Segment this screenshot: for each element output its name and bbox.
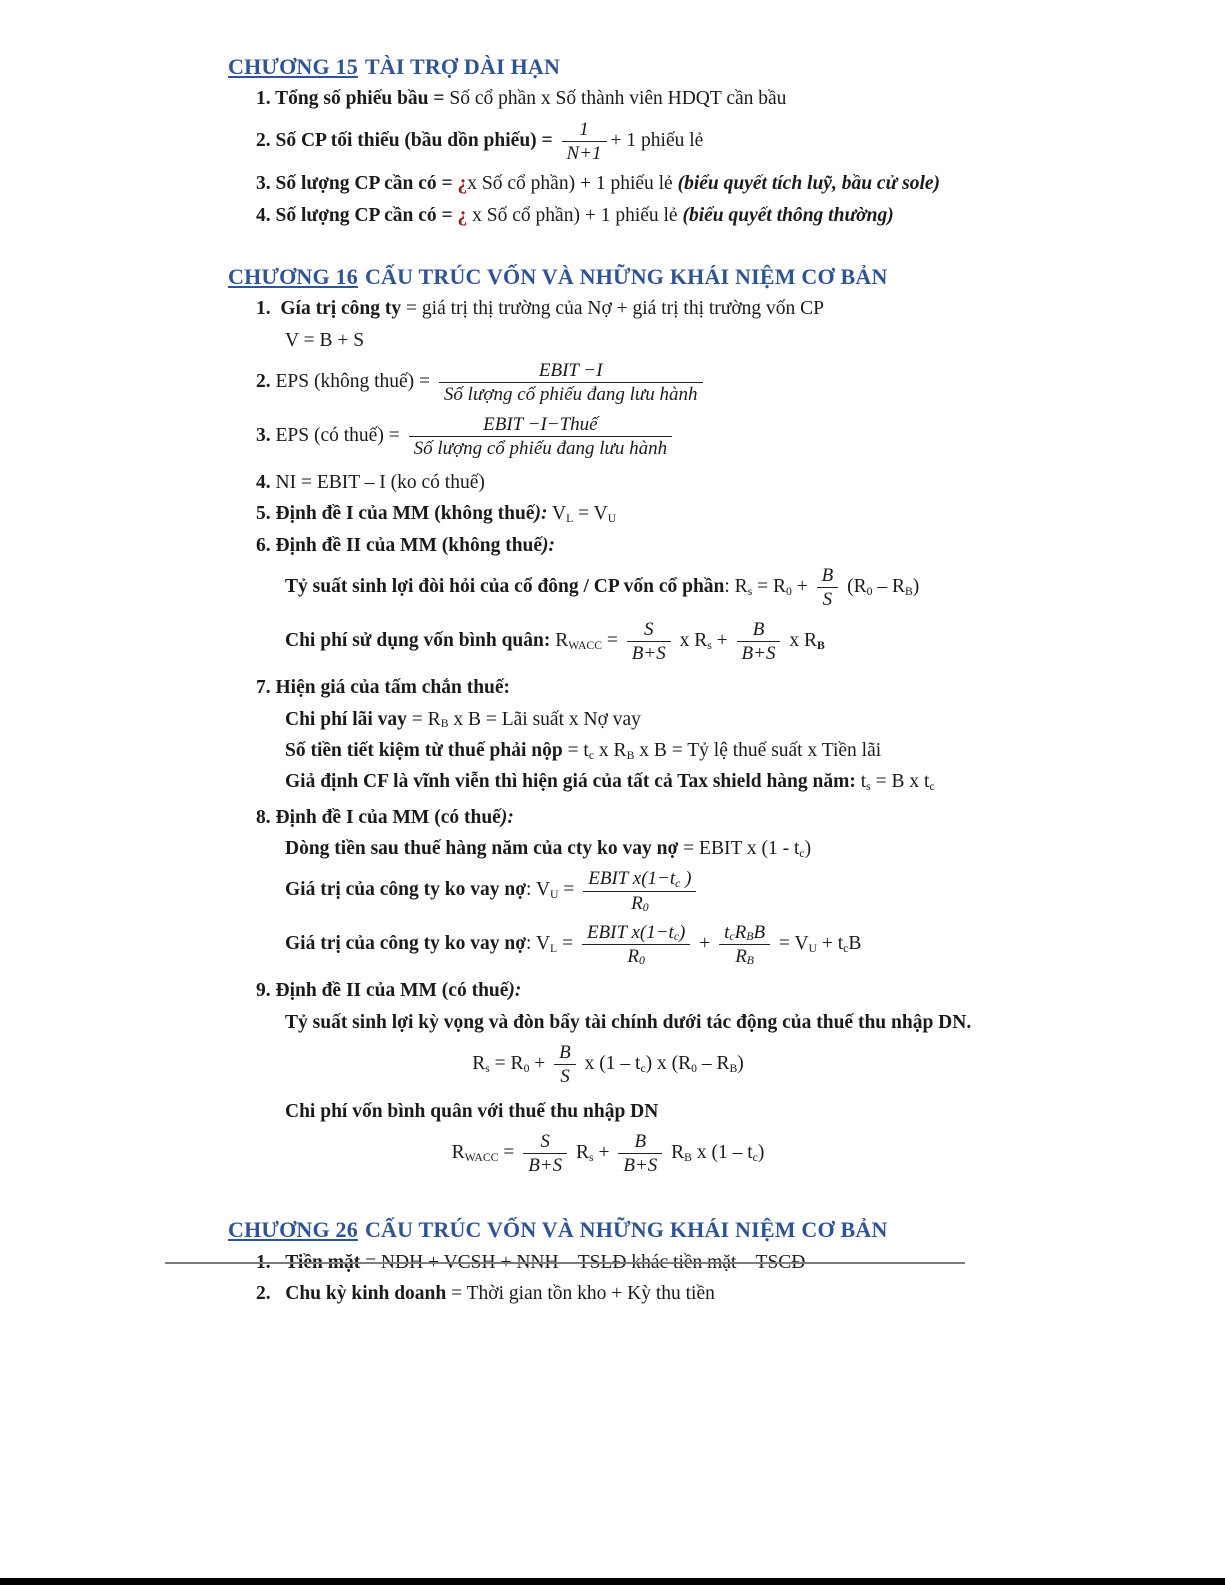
text-run: Số tiền tiết kiệm từ thuế phải nộp <box>285 739 563 761</box>
text-run: x R <box>784 629 817 651</box>
fraction-numerator <box>439 360 703 383</box>
text-run: B <box>817 638 825 652</box>
text-run: 2. <box>256 371 271 393</box>
text-run: N+1 <box>566 143 602 164</box>
text-run: Giá trị của công ty ko vay nợ <box>285 879 527 901</box>
text-run: 2. Số CP tối thiểu (bầu dồn phiếu) = <box>256 129 558 151</box>
fraction-denominator <box>737 642 781 664</box>
text-run: c <box>752 1151 758 1165</box>
ch16-item-8 <box>256 805 1048 830</box>
fraction-denominator <box>618 1154 662 1176</box>
text-run: 0 <box>691 1062 697 1076</box>
text-run: B+S <box>623 1155 658 1177</box>
fraction-numerator <box>523 1131 567 1154</box>
text-run: ) <box>680 868 692 890</box>
text-run: s <box>485 1062 490 1076</box>
text-run: R <box>631 892 643 914</box>
text-run: s <box>589 1151 594 1165</box>
text-run: 1. <box>256 1251 271 1273</box>
fraction-denominator <box>523 1154 567 1176</box>
text-run: s <box>866 780 871 794</box>
text-run: x B = Lãi suất x Nợ vay <box>448 708 641 730</box>
fraction <box>582 922 690 968</box>
text-run: x (1 – t <box>691 1142 753 1164</box>
text-run: 1. <box>256 298 271 320</box>
text-run: EBIT −I−Thuế <box>483 413 598 435</box>
fraction <box>627 619 671 665</box>
chapter-15-section <box>228 54 1048 228</box>
text-run: + <box>694 933 716 955</box>
text-run: Gía trị công ty <box>280 298 402 320</box>
fraction <box>562 119 607 165</box>
text-run: ) <box>737 1053 744 1075</box>
ch15-item-3 <box>256 171 1048 196</box>
text-run: + <box>529 1053 551 1075</box>
text-run: Giá trị của công ty ko vay nợ <box>285 933 527 955</box>
text-run: U <box>550 888 559 902</box>
text-run: B <box>753 921 766 943</box>
text-run: Chu kỳ kinh doanh <box>285 1283 447 1305</box>
fraction <box>719 922 770 968</box>
chapter-26-title: CẤU TRÚC VỐN VÀ NHỮNG KHÁI NIỆM CƠ BẢN <box>364 1217 888 1243</box>
text-run: L <box>566 512 574 526</box>
text-run: EBIT x(1−t <box>588 868 676 890</box>
text-run: B <box>626 748 635 762</box>
ch16-item-9-rs-formula <box>228 1041 988 1089</box>
text-run: 3. <box>256 424 271 446</box>
text-run: + 1 phiếu lẻ <box>610 129 704 151</box>
text-run: ): <box>508 980 522 1002</box>
text-run: WACC <box>464 1151 499 1165</box>
text-run: B <box>821 565 834 587</box>
fraction <box>618 1131 662 1177</box>
fraction-numerator <box>582 922 690 945</box>
text-run: Chi phí lãi vay <box>285 708 407 730</box>
text-run: B <box>634 1130 647 1152</box>
fraction <box>583 868 696 914</box>
text-run: 2. <box>256 1283 271 1305</box>
text-run: = <box>602 629 623 651</box>
text-run: = giá trị thị trường của Nợ + giá trị thị trường vốn CP <box>401 298 825 320</box>
chapter-15-heading <box>228 54 1048 80</box>
text-run: x R <box>674 629 708 651</box>
fraction-denominator <box>562 142 607 164</box>
text-run: S <box>540 1130 550 1152</box>
text-run: NI = EBIT – I (ko có thuế) <box>270 472 485 494</box>
text-run: = Thời gian tồn kho + Kỳ thu tiền <box>446 1283 715 1305</box>
fraction <box>554 1042 576 1088</box>
text-run: ): <box>534 503 548 525</box>
fraction-numerator <box>554 1042 576 1065</box>
fraction-denominator <box>582 945 690 967</box>
fraction-denominator <box>439 383 703 405</box>
ch16-item-7-tax-shield <box>285 769 1048 794</box>
text-run: EBIT −I <box>538 360 603 382</box>
document-content <box>228 54 1048 1306</box>
text-run: R <box>735 946 747 968</box>
text-run: 6. Định đề II của MM (không thuế <box>256 534 543 556</box>
text-run: = NDH + VCSH + NNH – TSLĐ khác tiền mặt – TSCĐ <box>360 1251 806 1273</box>
fraction <box>737 619 781 665</box>
chapter-26-heading <box>228 1217 1048 1243</box>
text-run: V = B + S <box>285 329 365 351</box>
text-run <box>271 1283 286 1304</box>
fraction <box>817 565 839 611</box>
text-run: Tỷ suất sinh lợi đòi hỏi của cổ đông / CP vốn cổ phần <box>285 576 725 598</box>
text-run: = EBIT x (1 - t <box>678 837 800 859</box>
text-run: (biểu quyết thông thường) <box>682 204 894 226</box>
chapter-16-section <box>228 264 1048 1177</box>
text-run: U <box>808 941 817 955</box>
ch16-item-1 <box>256 296 1048 321</box>
ch15-item-4 <box>256 203 1048 228</box>
fraction-denominator <box>583 892 696 914</box>
text-run: c <box>673 930 680 944</box>
fraction-denominator <box>409 437 673 459</box>
text-run: R <box>472 1053 486 1075</box>
text-run: WACC <box>568 638 603 652</box>
text-run: : V <box>526 879 551 901</box>
fraction-denominator <box>719 945 770 967</box>
fraction-denominator <box>554 1065 576 1087</box>
text-run: 1. Tổng số phiếu bầu = <box>256 88 450 110</box>
text-run: = V <box>573 503 608 525</box>
text-run: – R <box>872 576 905 598</box>
text-run: B+S <box>741 642 776 664</box>
text-run: R <box>734 921 747 943</box>
text-run: B <box>729 1062 738 1076</box>
text-run: = <box>498 1142 520 1164</box>
text-run: = B x t <box>870 771 930 793</box>
fraction <box>523 1131 567 1177</box>
ch16-item-8-aftertax-cashflow <box>285 836 1048 861</box>
text-run: – R <box>696 1053 730 1075</box>
fraction-numerator <box>627 619 671 642</box>
text-run: Chi phí vốn bình quân với thuế thu nhập DN <box>285 1100 659 1122</box>
text-run: t <box>855 771 867 793</box>
fraction-denominator <box>627 642 671 664</box>
fraction-numerator <box>583 868 696 891</box>
text-run: x R <box>594 739 627 761</box>
text-run: : R <box>724 576 748 598</box>
ch16-item-1-formula <box>285 328 1048 353</box>
text-run: 7. Hiện giá của tấm chắn thuế: <box>256 677 511 699</box>
ch15-item-1 <box>256 86 1048 111</box>
text-run: x Số cổ phần) + 1 phiếu lẻ <box>472 204 683 226</box>
text-run: s <box>707 638 712 652</box>
ch16-item-6-required-return <box>285 564 1048 612</box>
text-run: ): <box>500 806 514 828</box>
text-run: V <box>547 503 567 525</box>
text-run: B <box>746 954 754 968</box>
text-run: ) <box>804 837 812 859</box>
text-run: c <box>929 780 935 794</box>
fraction <box>439 360 703 406</box>
text-run: 0 <box>642 900 649 914</box>
ch16-item-4 <box>256 470 1048 495</box>
fraction-numerator <box>618 1131 662 1154</box>
text-run: ¿ <box>457 173 468 195</box>
text-run: = <box>557 933 578 955</box>
text-run: = R <box>489 1053 524 1075</box>
text-run: R <box>666 1142 685 1164</box>
text-run: Số lượng cổ phiếu đang lưu hành <box>443 384 698 406</box>
text-run: : V <box>526 933 551 955</box>
ch16-item-9 <box>256 978 1048 1003</box>
fraction <box>409 414 673 460</box>
text-run: (R <box>842 576 867 598</box>
text-run: t <box>724 921 730 943</box>
text-run: = R <box>406 708 441 730</box>
text-run: R <box>451 1142 465 1164</box>
chapter-16-title: CẤU TRÚC VỐN VÀ NHỮNG KHÁI NIỆM CƠ BẢN <box>364 263 888 289</box>
text-run: = <box>558 879 580 901</box>
text-run: 0 <box>639 954 645 968</box>
text-run: B <box>684 1151 692 1165</box>
ch16-item-7-tax-saving <box>285 738 1048 763</box>
ch16-item-8-value-unlevered <box>285 867 1048 915</box>
text-run: EPS (không thuế) = <box>270 371 435 393</box>
text-run: ) <box>757 1142 765 1164</box>
text-run: x B = Tỷ lệ thuế suất x Tiền lãi <box>634 739 882 761</box>
text-run: c <box>675 876 681 890</box>
text-run: B <box>752 618 765 640</box>
text-run: B <box>746 930 754 944</box>
ch16-item-5 <box>256 501 1048 526</box>
text-run: Chi phí sử dụng vốn bình quân: <box>285 629 556 651</box>
ch16-item-8-value-levered <box>285 921 1048 969</box>
text-run: x (1 – t <box>579 1053 641 1075</box>
text-run: 9. Định đề II của MM (có thuế <box>256 980 509 1002</box>
chapter-15-title: TÀI TRỢ DÀI HẠN <box>364 54 561 79</box>
ch16-item-9-wacc-formula <box>228 1130 988 1178</box>
text-run: 0 <box>866 585 873 599</box>
text-run: 0 <box>523 1062 530 1076</box>
ch16-item-9-wacc-label <box>285 1099 1048 1124</box>
chapter-16-heading <box>228 264 1048 290</box>
text-run: Dòng tiền sau thuế hàng năm của cty ko vay nợ <box>285 837 679 859</box>
horizontal-divider <box>165 1262 965 1264</box>
text-run: ) <box>679 921 686 943</box>
chapter-15-number: CHƯƠNG 15 <box>228 54 358 79</box>
fraction-denominator <box>817 588 839 610</box>
text-run: ): <box>542 534 556 556</box>
text-run: B <box>440 717 449 731</box>
text-run: L <box>550 941 558 955</box>
fraction-numerator <box>409 414 673 437</box>
text-run: (biểu quyết tích luỹ, bầu cử sole) <box>677 173 941 195</box>
text-run: 0 <box>786 585 792 599</box>
text-run: R <box>555 629 569 651</box>
text-run: S <box>822 589 833 611</box>
text-run: S <box>644 618 654 640</box>
text-run: Tỷ suất sinh lợi kỳ vọng và đòn bẩy tài chính dưới tác động của thuế thu nhập DN. <box>285 1011 972 1033</box>
text-run: c <box>640 1062 646 1076</box>
text-run: 4. <box>256 472 271 494</box>
text-run: EPS (có thuế) = <box>270 424 405 446</box>
text-run: c <box>843 941 849 955</box>
text-run: R <box>627 946 640 968</box>
chapter-26-number: CHƯƠNG 26 <box>228 1217 358 1243</box>
text-run: EBIT x(1−t <box>586 921 674 943</box>
text-run: B <box>559 1042 571 1063</box>
ch15-item-2 <box>256 118 1048 166</box>
fraction-numerator <box>737 619 781 642</box>
text-run: Giả định CF là vĩnh viễn thì hiện giá của tất cả Tax shield hàng năm: <box>285 771 856 793</box>
text-run: + <box>711 629 733 651</box>
text-run: S <box>560 1066 570 1088</box>
ch16-item-7 <box>256 675 1048 700</box>
text-run: + <box>593 1142 615 1164</box>
text-run: = V <box>774 933 809 955</box>
text-run: c <box>799 846 805 860</box>
text-run: B <box>904 585 913 599</box>
text-run: = R <box>752 576 787 598</box>
fraction-numerator <box>817 565 839 588</box>
text-run: B+S <box>528 1155 563 1177</box>
text-run: Số lượng cổ phiếu đang lưu hành <box>413 437 668 459</box>
ch16-item-2 <box>256 359 1048 407</box>
text-run: c <box>729 930 735 944</box>
ch16-item-6 <box>256 533 1048 558</box>
chapter-16-number: CHƯƠNG 16 <box>228 263 358 289</box>
text-run <box>271 298 281 319</box>
text-run: Tiền mặt <box>285 1251 361 1273</box>
text-run: ) <box>912 576 920 598</box>
text-run: U <box>607 512 617 526</box>
ch16-item-6-wacc <box>285 618 1048 666</box>
text-run: B <box>848 933 862 955</box>
text-run: ¿ <box>457 204 473 226</box>
text-run: ) x (R <box>645 1053 692 1075</box>
text-run: R <box>571 1142 590 1164</box>
text-run: + <box>791 576 813 598</box>
text-run: + t <box>816 933 844 955</box>
text-run: c <box>588 748 595 762</box>
text-run: 5. Định đề I của MM (không thuế <box>256 503 535 525</box>
text-run: = t <box>562 739 589 761</box>
fraction-numerator <box>562 119 607 142</box>
ch26-item-2 <box>256 1281 1048 1306</box>
text-run: Số cổ phần x Số thành viên HDQT cần bầu <box>449 88 787 110</box>
ch16-item-9-description <box>285 1010 1048 1035</box>
text-run: x Số cổ phần) + 1 phiếu lẻ <box>467 173 678 195</box>
ch16-item-7-interest-cost <box>285 707 1048 732</box>
text-run: s <box>747 585 753 599</box>
text-run: 1 <box>579 118 589 140</box>
text-run: 8. Định đề I của MM (có thuế <box>256 806 501 828</box>
text-run: B+S <box>631 642 666 664</box>
page-bottom-edge <box>0 1578 1225 1585</box>
fraction-numerator <box>719 922 770 945</box>
text-run: 4. Số lượng CP cần có = <box>256 204 458 226</box>
ch16-item-3 <box>256 413 1048 461</box>
text-run: 3. Số lượng CP cần có = <box>256 173 458 195</box>
